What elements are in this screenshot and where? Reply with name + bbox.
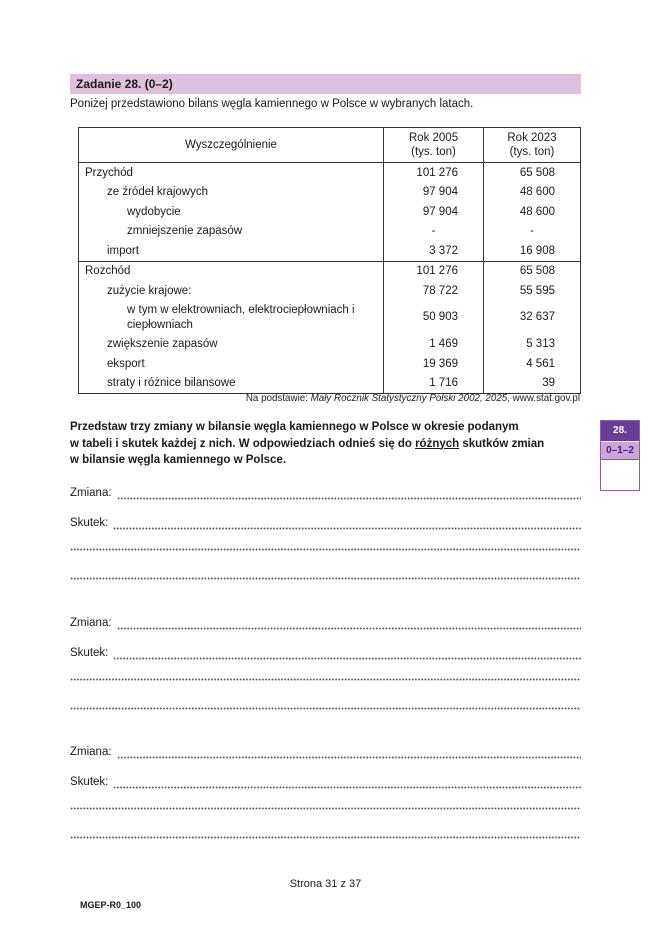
answer-dotted-line <box>113 647 581 660</box>
score-badge <box>600 420 640 491</box>
answer-block-1 <box>70 486 581 581</box>
question-line-1: Przedstaw trzy zmiany w bilansie węgla kamiennego w Polsce w okresie podanym <box>70 421 519 433</box>
table-header-row <box>79 128 581 163</box>
table-row: straty i różnice bilansowe 1 716 39 <box>79 374 581 394</box>
source-prefix: Na podstawie: <box>245 393 311 404</box>
footer-page-number: Strona 31 z 37 <box>289 878 362 890</box>
header-specification: Wyszczególnienie <box>79 128 384 163</box>
change-label: Zmiana: <box>70 746 112 758</box>
change-row <box>70 745 581 759</box>
change-label: Zmiana: <box>70 487 112 499</box>
effect-label: Skutek: <box>70 517 109 529</box>
answer-dotted-line <box>113 517 581 530</box>
answer-dotted-line <box>117 746 581 759</box>
question-line-2: w tabeli i skutek każdej z nich. W odpowiedziach odnieś się do różnych skutków zmian <box>70 437 545 450</box>
source-note <box>78 393 580 404</box>
answer-dotted-line <box>117 487 581 500</box>
badge-task-number: 28. <box>601 421 639 441</box>
answer-dotted-line <box>113 776 581 789</box>
answer-dotted-line <box>70 538 581 551</box>
effect-row <box>70 646 581 660</box>
table-row: import 3 372 16 908 <box>79 241 581 261</box>
effect-label: Skutek: <box>70 776 109 788</box>
table-row: Przychód 101 276 65 508 <box>79 163 581 183</box>
badge-score-box <box>601 460 639 490</box>
effect-row <box>70 775 581 789</box>
table-row: w tym w elektrowniach, elektrociepłowniach i ciepłowniach 50 903 32 637 <box>79 301 581 335</box>
effect-label: Skutek: <box>70 647 109 659</box>
underlined-word: różnych <box>415 437 460 450</box>
footer-form-code: MGEP-R0_100 <box>80 900 142 910</box>
table-row: ze źródeł krajowych 97 904 48 600 <box>79 183 581 203</box>
source-suffix: , www.stat.gov.pl <box>507 393 580 404</box>
task-title-band <box>70 74 581 94</box>
question-text <box>70 419 590 469</box>
header-year-2005: Rok 2005 (tys. ton) <box>384 128 484 163</box>
table-row: wydobycie 97 904 48 600 <box>79 202 581 222</box>
answer-dotted-line <box>70 668 581 681</box>
table-row: zużycie krajowe: 78 722 55 595 <box>79 281 581 301</box>
table-row: Rozchód 101 276 65 508 <box>79 261 581 281</box>
header-year-2023: Rok 2023 (tys. ton) <box>484 128 581 163</box>
answer-block-3 <box>70 745 581 840</box>
answer-dotted-line <box>70 797 581 810</box>
effect-row <box>70 516 581 530</box>
coal-balance-table <box>78 127 581 394</box>
answer-dotted-line <box>70 826 581 839</box>
table-row: eksport 19 369 4 561 <box>79 354 581 374</box>
change-label: Zmiana: <box>70 617 112 629</box>
answer-block-2 <box>70 616 581 711</box>
answer-dotted-line <box>117 617 581 630</box>
task-intro: Poniżej przedstawiono bilans węgla kamiennego w Polsce w wybranych latach. <box>70 98 474 110</box>
source-title: Mały Rocznik Statystyczny Polski 2002, 2025 <box>310 393 508 404</box>
answer-dotted-line <box>70 697 581 710</box>
table-row: zmniejszenie zapasów - - <box>79 222 581 242</box>
change-row <box>70 486 581 500</box>
answer-dotted-line <box>70 567 581 580</box>
question-line-3: w bilansie węgla kamiennego w Polsce. <box>70 454 287 466</box>
change-row <box>70 616 581 630</box>
table-row: zwiększenie zapasów 1 469 5 313 <box>79 335 581 355</box>
badge-score-scale: 0–1–2 <box>601 441 639 460</box>
task-title: Zadanie 28. (0–2) <box>76 77 173 91</box>
